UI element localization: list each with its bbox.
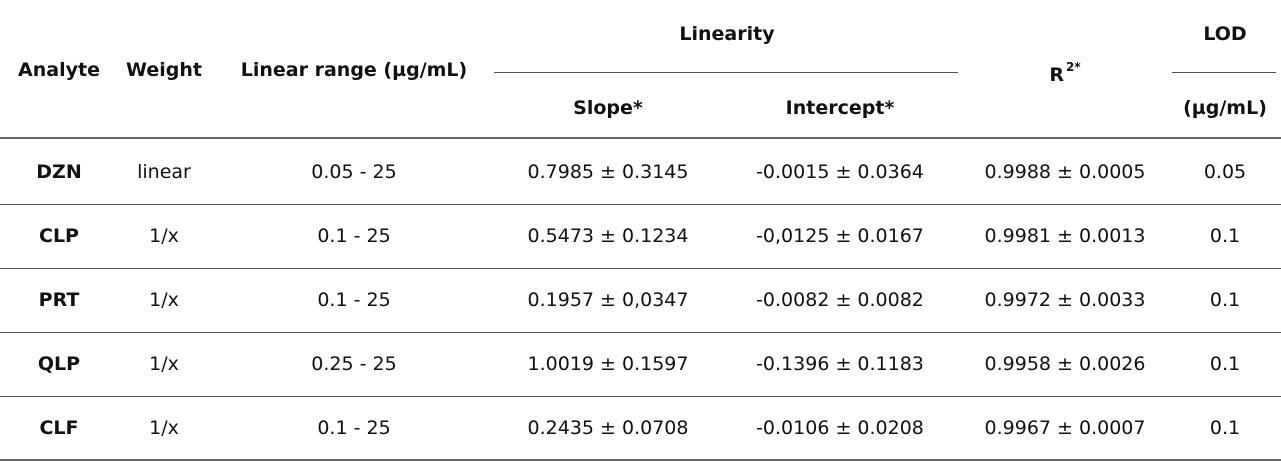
header-r2 [958, 50, 1172, 100]
cell-lod: 0.05 [1203, 161, 1247, 183]
cell-slope: 0.1957 ± 0,0347 [527, 289, 689, 311]
cell-intercept: -0,0125 ± 0.0167 [756, 225, 924, 247]
cell-analyte: QLP [37, 353, 81, 375]
cell-weight: 1/x [149, 417, 179, 439]
cell-range: 0.1 - 25 [317, 225, 391, 247]
cell-r2: 0.9958 ± 0.0026 [984, 353, 1146, 375]
lod-rule [1172, 72, 1276, 73]
cell-intercept: -0.1396 ± 0.1183 [756, 353, 924, 375]
cell-slope: 0.5473 ± 0.1234 [527, 225, 689, 247]
header-linearity: Linearity [679, 23, 775, 45]
linearity-rule [494, 72, 958, 73]
header-linear-range: Linear range (µg/mL) [240, 59, 468, 81]
header-bottom-rule [0, 137, 1281, 139]
header-intercept: Intercept* [785, 97, 895, 119]
header-analyte: Analyte [18, 59, 100, 81]
cell-weight: 1/x [149, 289, 179, 311]
row-divider [0, 268, 1281, 269]
cell-slope: 0.2435 ± 0.0708 [527, 417, 689, 439]
row-divider [0, 396, 1281, 397]
cell-lod: 0.1 [1209, 289, 1241, 311]
cell-slope: 1.0019 ± 0.1597 [527, 353, 689, 375]
cell-r2: 0.9981 ± 0.0013 [984, 225, 1146, 247]
r2-superscript: 2* [1066, 60, 1081, 74]
header-weight: Weight [126, 59, 202, 81]
cell-analyte: CLF [39, 417, 79, 439]
row-divider [0, 332, 1281, 333]
cell-lod: 0.1 [1209, 417, 1241, 439]
cell-analyte: CLP [39, 225, 79, 247]
header-lod-units: (µg/mL) [1183, 97, 1267, 119]
cell-intercept: -0.0015 ± 0.0364 [756, 161, 924, 183]
header-lod: LOD [1203, 23, 1247, 45]
cell-intercept: -0.0082 ± 0.0082 [756, 289, 924, 311]
cell-range: 0.1 - 25 [317, 417, 391, 439]
table-bottom-rule [0, 459, 1281, 461]
cell-lod: 0.1 [1209, 225, 1241, 247]
cell-weight: 1/x [149, 225, 179, 247]
cell-slope: 0.7985 ± 0.3145 [527, 161, 689, 183]
cell-range: 0.25 - 25 [311, 353, 397, 375]
cell-lod: 0.1 [1209, 353, 1241, 375]
cell-range: 0.1 - 25 [317, 289, 391, 311]
cell-weight: linear [137, 161, 191, 183]
cell-intercept: -0.0106 ± 0.0208 [756, 417, 924, 439]
cell-r2: 0.9988 ± 0.0005 [984, 161, 1146, 183]
cell-analyte: PRT [38, 289, 80, 311]
cell-weight: 1/x [149, 353, 179, 375]
r2-base: R [1049, 64, 1064, 86]
cell-r2: 0.9972 ± 0.0033 [984, 289, 1146, 311]
header-slope: Slope* [573, 97, 643, 119]
cell-analyte: DZN [36, 161, 82, 183]
cell-range: 0.05 - 25 [311, 161, 397, 183]
row-divider [0, 204, 1281, 205]
cell-r2: 0.9967 ± 0.0007 [984, 417, 1146, 439]
